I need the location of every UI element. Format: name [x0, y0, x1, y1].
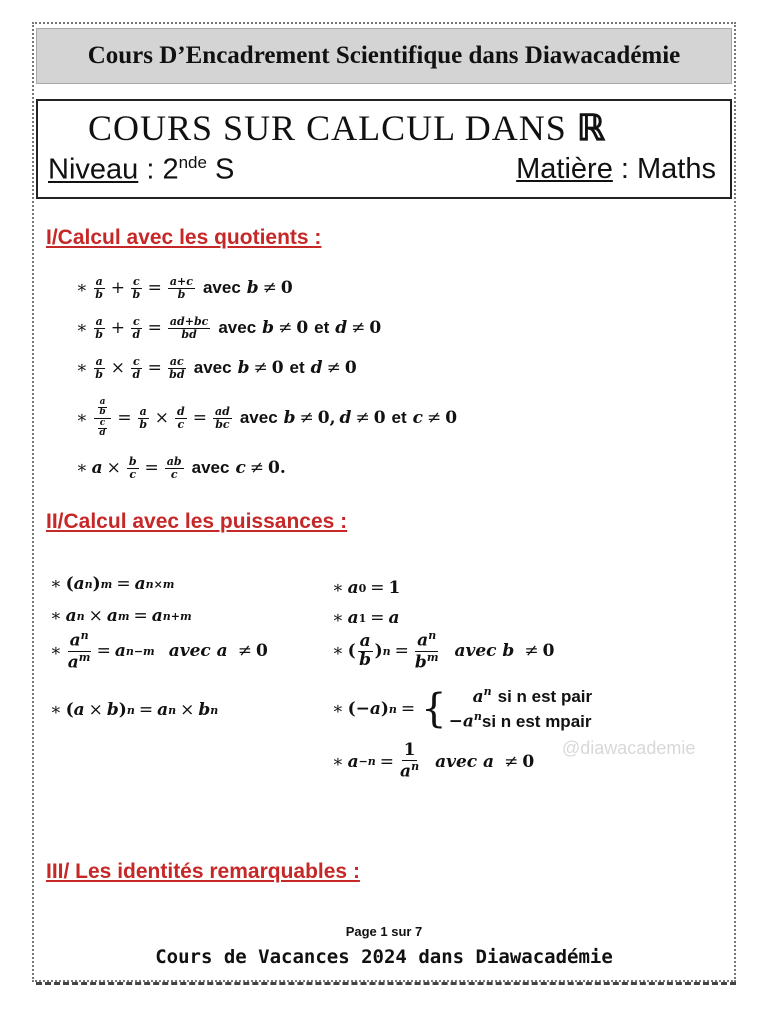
bottom-divider [36, 982, 736, 985]
niveau-suffix: S [215, 153, 235, 186]
page-title [88, 107, 606, 149]
formula-zero-exponent: ∗ a 0 = 1 [332, 578, 401, 598]
formula-power-of-power: ∗ ( a n ) m = a n×m [50, 574, 175, 594]
footer-text: Cours de Vacances 2024 dans Diawacadémie [155, 946, 613, 968]
formula-quotient-of-powers: ∗ $\frac{a^n}{a^m}$ = a n−m avec a ≠ 0 [50, 629, 268, 673]
formula-product-of-powers: ∗ a n × a m = a n+m [50, 606, 192, 626]
matiere-line: Matière : Maths [516, 153, 716, 185]
formula-quotient-product: ∗ $\frac{a}{b}$ × $\frac{c}{d}$ = $\frac{ac}{bd}$ avec b ≠ 0 et d ≠ 0 [76, 355, 357, 381]
section-quotients-heading: I/Calcul avec les quotients : [46, 226, 322, 249]
page-number: Page 1 sur 7 [345, 924, 423, 939]
formula-negative-base-power: ∗ (− a ) n = { $a^n$ si n est pair $-a^nsi$ n est mpair [332, 685, 593, 733]
matiere-label: Matière [516, 153, 613, 185]
formula-negative-exponent: ∗ a −n = $\frac{1}{a^n}$ avec a ≠ 0 [332, 740, 535, 782]
page-title-text: COURS SUR CALCUL DANS [88, 108, 567, 148]
header-banner: Cours D’Encadrement Scientifique dans Diawacadémie [36, 28, 732, 84]
niveau-label: Niveau [48, 153, 139, 186]
section-identities-heading: III/ Les identités remarquables : [46, 860, 360, 883]
formula-power-of-quotient: ∗ ( $\frac{a}{b}$ ) n = $\frac{a^n}{b^m}$ avec b ≠ 0 [332, 629, 555, 673]
formula-power-of-product: ∗ ( a × b ) n = a n × b n [50, 700, 219, 720]
niveau-sup: nde [178, 153, 207, 172]
formula-quotient-sum: ∗ $\frac{a}{b}$ + $\frac{c}{d}$ = $\frac{ad+bc}{bd}$ avec b ≠ 0 et d ≠ 0 [76, 315, 382, 341]
formula-quotient-division: ∗ $\frac{\frac{a}{b}}{\frac{c}{d}}$ = $\frac{a}{b}$ × $\frac{d}{c}$ = $\frac{ad}{bc}$ avec b ≠ 0, d ≠ 0 et c ≠ 0 [76, 397, 458, 439]
matiere-value: Maths [637, 153, 716, 185]
title-box [36, 99, 732, 199]
niveau-value: 2 [162, 153, 179, 186]
niveau-line: Niveau : 2nde S [48, 153, 235, 186]
watermark: @diawacademie [562, 738, 696, 758]
real-set-symbol: ℝ [576, 108, 607, 148]
formula-scalar-times-quotient: ∗ a × $\frac{b}{c}$ = $\frac{ab}{c}$ avec c ≠ 0. [76, 455, 286, 481]
formula-quotient-sum-same-denominator: ∗ $\frac{a}{b}$ + $\frac{c}{b}$ = $\frac{a+c}{b}$ avec b ≠ 0 [76, 275, 293, 301]
formula-one-exponent: ∗ a 1 = a [332, 608, 400, 628]
section-powers-heading: II/Calcul avec les puissances : [46, 510, 348, 533]
